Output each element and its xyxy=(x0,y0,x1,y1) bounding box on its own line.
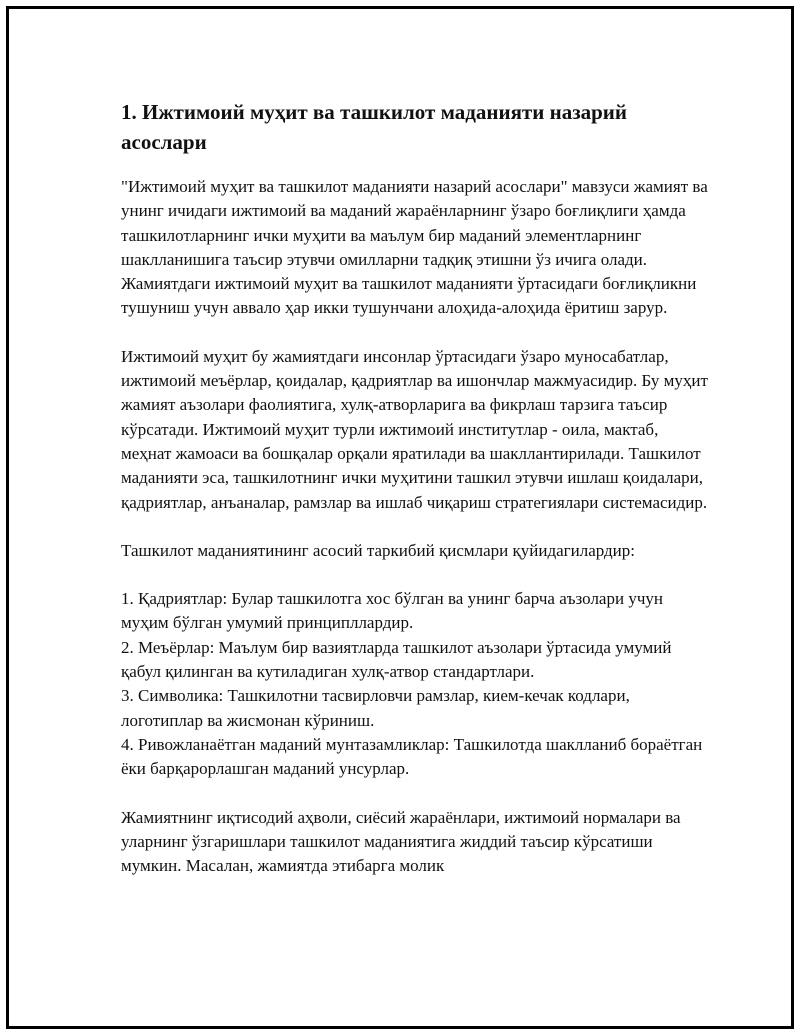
document-body xyxy=(121,97,711,902)
list-item: 3. Символика: Ташкилотни тасвирловчи рамзлар, кием-кечак кодлари, логотиплар ва жисмонан кўриниш. xyxy=(121,686,630,730)
closing-paragraph: Жамиятнинг иқтисодий аҳволи, сиёсий жараёнлари, ижтимоий нормалари ва уларнинг ўзгаришлари ташкилот маданиятига жиддий таъсир кўрсатиши мумкин. Масалан, жамиятда этибарга молик xyxy=(121,807,681,876)
list-item: 2. Меъёрлар: Маълум бир вазиятларда ташкилот аъзолари ўртасида умумий қабул қилинган ва кутиладиган хулқ-атвор стандартлари. xyxy=(121,637,672,682)
components-list xyxy=(121,587,711,781)
components-intro-paragraph: Ташкилот маданиятининг асосий таркибий қисмлари қуйидагилардир: xyxy=(121,540,636,560)
section-heading: 1. Ижтимоий муҳит ва ташкилот маданияти назарий асослари xyxy=(121,100,628,154)
list-item: 4. Ривожланаётган маданий мунтазамликлар: Ташкилотда шаклланиб бораётган ёки барқарорлашган маданий унсурлар. xyxy=(121,734,703,779)
list-item: 1. Қадриятлар: Булар ташкилотга хос бўлган ва унинг барча аъзолари учун муҳим бўлган умумий принципллардир. xyxy=(121,589,663,633)
social-environment-paragraph: Ижтимоий муҳит бу жамиятдаги инсонлар ўртасидаги ўзаро муносабатлар, ижтимоий меъёрлар, қоидалар, қадриятлар ва ишончлар мажмуасидир. Бу муҳит жамият аъзолари фаолиятига, хулқ-атворларига ва фикрлаш тарзига таъсир кўрсатади. Ижтимоий муҳит турли ижтимоий институтлар - оила, мактаб, меҳнат жамоаси ва бошқалар орқали яратилади ва шакллантирилади. Ташкилот маданияти эса, ташкилотнинг ички муҳитини ташкил этувчи ишлаш қоидалари, қадриятлар, анъаналар, рамзлар ва ишлаб чиқариш стратегиялари системасидир. xyxy=(121,346,708,512)
page-frame xyxy=(6,6,794,1029)
intro-paragraph: "Ижтимоий муҳит ва ташкилот маданияти назарий асослари" мавзуси жамият ва унинг ичидаги ижтимоий ва маданий жараёнларнинг ўзаро боғлиқлиги ҳамда ташкилотларнинг ички муҳити ва маълум бир маданий элементларнинг шаклланишига таъсир этувчи омилларни тадқиқ этишни ўз ичига олади. Жамиятдаги ижтимоий муҳит ва ташкилот маданияти ўртасидаги боғлиқликни тушуниш учун аввало ҳар икки тушунчани алоҳида-алоҳида ёритиш зарур. xyxy=(121,177,708,318)
